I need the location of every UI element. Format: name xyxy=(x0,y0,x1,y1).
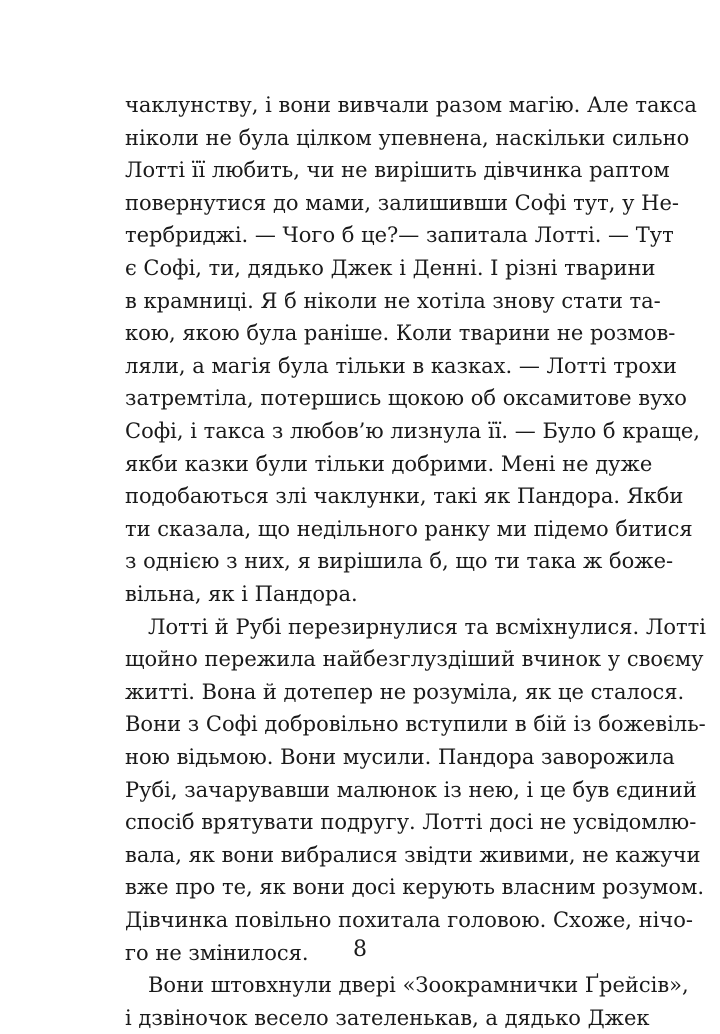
text-line: з однією з них, я вирішила б, що ти така ж боже- xyxy=(125,549,674,574)
text-line: спосіб врятувати подругу. Лотті досі не усвідомлю- xyxy=(125,810,697,835)
text-line: ляли, а магія була тільки в казках. — Лотті трохи xyxy=(125,353,677,378)
text-line: є Софі, ти, дядько Джек і Денні. І різні тварини xyxy=(125,256,656,280)
text-line: Вони штовхнули двері «Зоокрамнички Ґрейсів», xyxy=(148,973,689,998)
text-line: подобаються злі чаклунки, такі як Пандора. Якби xyxy=(125,484,684,509)
text-line: вала, як вони вибралися звідти живими, не кажучи xyxy=(125,842,701,867)
text-line: Рубі, зачарувавши малюнок із нею, і це був єдиний xyxy=(125,777,697,802)
text-line: якби казки були тільки добрими. Мені не дуже xyxy=(125,451,653,476)
text-line: Лотті її любить, чи не вирішить дівчинка раптом xyxy=(125,158,670,183)
text-line: житті. Вона й дотепер не розуміла, як це сталося. xyxy=(125,679,685,704)
text-line: ти сказала, що недільного ранку ми підемо битися xyxy=(125,516,693,541)
text-line: Вони з Софі добровільно вступили в бій із божевіль- xyxy=(125,712,706,737)
text-line: го не змінилося. xyxy=(125,940,309,965)
text-line: ніколи не була цілком упевнена, наскільки сильно xyxy=(125,125,690,150)
text-line: вільна, як і Пандора. xyxy=(125,582,358,606)
text-line: кою, якою була раніше. Коли тварини не розмов- xyxy=(125,321,676,346)
text-line: в крамниці. Я б ніколи не хотіла знову стати та- xyxy=(125,288,661,313)
text-line: затремтіла, потершись щокою об оксамитове вухо xyxy=(125,386,687,411)
text-line: щойно пережила найбезглуздіший вчинок у своєму xyxy=(125,647,704,672)
text-line: ною відьмою. Вони мусили. Пандора заворожила xyxy=(125,745,675,769)
text-line: Дівчинка повільно похитала головою. Схоже, нічо- xyxy=(125,908,693,932)
text-line: чаклунству, і вони вивчали разом магію. Але такса xyxy=(125,93,697,117)
text-line: вже про те, як вони досі керують власним розумом. xyxy=(125,875,704,900)
text-line: і дзвіночок весело зателенькав, а дядько Джек xyxy=(125,1005,650,1030)
text-line: Софі, і такса з любов’ю лизнула її. — Було б краще, xyxy=(125,419,700,443)
text-line: повернутися до мами, залишивши Софі тут, у Не- xyxy=(125,190,679,215)
text-line: тербриджі. — Чого б це?— запитала Лотті. — Тут xyxy=(125,223,674,248)
text-line: Лотті й Рубі перезирнулися та всміхнулися. Лотті xyxy=(148,614,707,639)
page-number: 8 xyxy=(353,937,367,962)
